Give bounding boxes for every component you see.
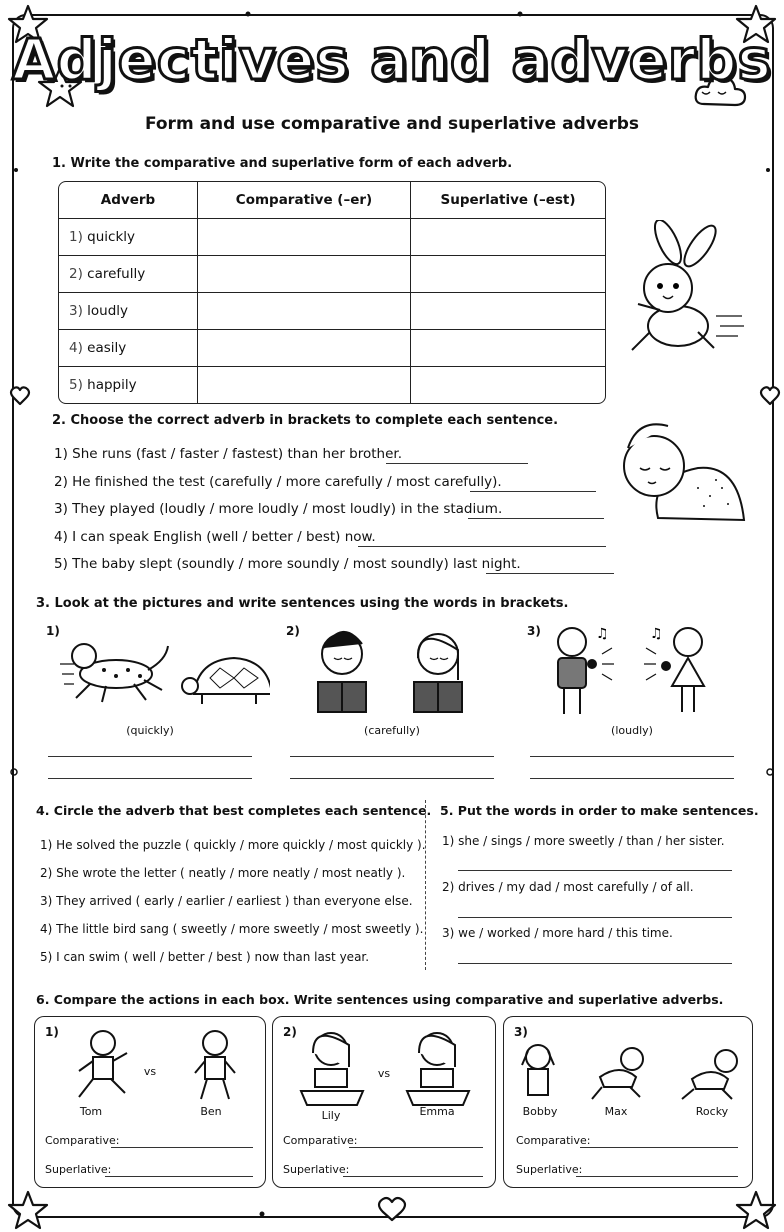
sentence-item: 2) She wrote the letter ( neatly / more neatly / most neatly ). xyxy=(40,866,406,880)
adverb-cell: 1) quickly xyxy=(59,219,198,256)
sentence-item: 3) we / worked / more hard / this time. xyxy=(442,926,673,940)
section1-heading: 1. Write the comparative and superlative form of each adverb. xyxy=(52,156,513,171)
answer-line[interactable] xyxy=(48,778,252,779)
answer-line[interactable] xyxy=(111,1147,253,1148)
rabbit-icon xyxy=(620,220,750,360)
answer-line[interactable] xyxy=(343,1176,483,1177)
sentence-item: 4) I can speak English (well / better / best) now. xyxy=(54,529,376,545)
panel-hint: (quickly) xyxy=(126,724,174,737)
table-header xyxy=(59,182,605,219)
table-row xyxy=(59,256,605,293)
comparative-label: Comparative: xyxy=(45,1134,120,1147)
sentence-item: 1) she / sings / more sweetly / than / her sister. xyxy=(442,834,725,848)
superlative-label: Superlative: xyxy=(516,1163,583,1176)
adverb-cell: 3) loudly xyxy=(59,293,198,330)
svg-text:♫: ♫ xyxy=(650,626,663,642)
sentence-item: 3) They played (loudly / more loudly / most loudly) in the stadium. xyxy=(54,501,503,517)
comparative-label: Comparative: xyxy=(516,1134,591,1147)
box-number: 3) xyxy=(514,1025,528,1039)
sentence-item: 5) I can swim ( well / better / best ) now than last year. xyxy=(40,950,370,964)
name-label: Emma xyxy=(419,1105,455,1118)
answer-line[interactable] xyxy=(105,1176,253,1177)
sentence-item: 2) He finished the test (carefully / more carefully / most carefully). xyxy=(54,474,502,490)
comparative-answer-cell[interactable] xyxy=(198,293,411,330)
answer-line[interactable] xyxy=(458,870,732,871)
star-icon xyxy=(9,1192,47,1228)
name-label: Ben xyxy=(200,1105,222,1118)
panel-hint: (loudly) xyxy=(611,724,653,737)
name-label: Lily xyxy=(321,1109,341,1122)
cheetah-turtle-picture xyxy=(60,630,270,712)
name-label: Bobby xyxy=(522,1105,558,1118)
cheetah-icon xyxy=(72,644,168,702)
column-header: Superlative (–est) xyxy=(411,182,605,219)
box-number: 2) xyxy=(283,1025,297,1039)
column-header: Comparative (–er) xyxy=(198,182,411,219)
singing-girl-icon xyxy=(662,628,704,712)
turtle-icon xyxy=(182,658,270,704)
section3-heading: 3. Look at the pictures and write sentences using the words in brackets. xyxy=(36,596,569,611)
column-header: Adverb xyxy=(59,182,198,219)
sentence-item: 1) She runs (fast / faster / fastest) than her brother. xyxy=(54,446,403,462)
name-label: Rocky xyxy=(695,1105,729,1118)
box-number: 1) xyxy=(45,1025,59,1039)
superlative-answer-cell[interactable] xyxy=(411,330,605,367)
answer-line[interactable] xyxy=(290,756,494,757)
superlative-answer-cell[interactable] xyxy=(411,367,605,403)
table-row xyxy=(59,219,605,256)
adverb-cell: 4) easily xyxy=(59,330,198,367)
sentence-item: 1) He solved the puzzle ( quickly / more quickly / most quickly ). xyxy=(40,838,426,852)
superlative-answer-cell[interactable] xyxy=(411,256,605,293)
answer-line[interactable] xyxy=(349,1147,483,1148)
heart-icon xyxy=(379,1198,405,1220)
name-label: Max xyxy=(604,1105,628,1118)
table-row xyxy=(59,367,605,403)
sentence-item: 2) drives / my dad / most carefully / of all. xyxy=(442,880,694,894)
panel-number: 1) xyxy=(46,624,60,638)
vs-label: vs xyxy=(377,1067,391,1080)
sleeping-baby-icon xyxy=(618,418,748,526)
answer-line[interactable] xyxy=(470,491,596,492)
compare-box-2 xyxy=(272,1016,496,1188)
name-label: Tom xyxy=(79,1105,103,1118)
adverb-cell: 2) carefully xyxy=(59,256,198,293)
dog-icon xyxy=(516,1041,746,1103)
section-divider xyxy=(425,800,426,970)
superlative-answer-cell[interactable] xyxy=(411,219,605,256)
table-row xyxy=(59,330,605,367)
answer-line[interactable] xyxy=(530,756,734,757)
answer-line[interactable] xyxy=(386,463,528,464)
section5-heading: 5. Put the words in order to make sentences. xyxy=(440,803,759,818)
vs-label: vs xyxy=(143,1065,157,1078)
comparative-answer-cell[interactable] xyxy=(198,367,411,403)
answer-line[interactable] xyxy=(290,778,494,779)
star-icon xyxy=(737,1192,775,1228)
answer-line[interactable] xyxy=(458,917,732,918)
answer-line[interactable] xyxy=(48,756,252,757)
heart-icon xyxy=(761,387,779,404)
adverb-cell: 5) happily xyxy=(59,367,198,403)
superlative-label: Superlative: xyxy=(283,1163,350,1176)
section4-heading: 4. Circle the adverb that best completes each sentence. xyxy=(36,803,432,818)
sentence-item: 4) The little bird sang ( sweetly / more sweetly / most sweetly ). xyxy=(40,922,424,936)
comparative-answer-cell[interactable] xyxy=(198,256,411,293)
panel-number: 2) xyxy=(286,624,300,638)
compare-box-1 xyxy=(34,1016,266,1188)
sentence-item: 3) They arrived ( early / earlier / earliest ) than everyone else. xyxy=(40,894,413,908)
heart-icon xyxy=(11,387,29,404)
singing-boy-icon xyxy=(558,628,596,714)
section2-heading: 2. Choose the correct adverb in brackets to complete each sentence. xyxy=(52,413,559,428)
comparative-answer-cell[interactable] xyxy=(198,219,411,256)
page-title: Adjectives and adverbs xyxy=(12,28,772,93)
compare-box-3 xyxy=(503,1016,753,1188)
svg-text:♫: ♫ xyxy=(596,626,609,642)
page-subtitle: Form and use comparative and superlative adverbs xyxy=(144,114,640,134)
comparative-answer-cell[interactable] xyxy=(198,330,411,367)
answer-line[interactable] xyxy=(458,963,732,964)
answer-line[interactable] xyxy=(580,1147,738,1148)
table-row xyxy=(59,293,605,330)
reading-girl-icon xyxy=(318,632,462,712)
answer-line[interactable] xyxy=(576,1176,738,1177)
reading-girls-picture xyxy=(312,628,472,720)
comparative-label: Comparative: xyxy=(283,1134,358,1147)
superlative-answer-cell[interactable] xyxy=(411,293,605,330)
answer-line[interactable] xyxy=(530,778,734,779)
panel-hint: (carefully) xyxy=(364,724,420,737)
singing-kids-picture xyxy=(552,624,722,716)
section6-heading: 6. Compare the actions in each box. Write sentences using comparative and superlative adverbs. xyxy=(36,992,724,1007)
answer-line[interactable] xyxy=(486,573,614,574)
panel-number: 3) xyxy=(527,624,541,638)
answer-line[interactable] xyxy=(468,518,604,519)
superlative-label: Superlative: xyxy=(45,1163,112,1176)
adverb-table xyxy=(58,181,606,404)
answer-line[interactable] xyxy=(358,546,606,547)
sentence-item: 5) The baby slept (soundly / more soundly / most soundly) last night. xyxy=(54,556,521,572)
